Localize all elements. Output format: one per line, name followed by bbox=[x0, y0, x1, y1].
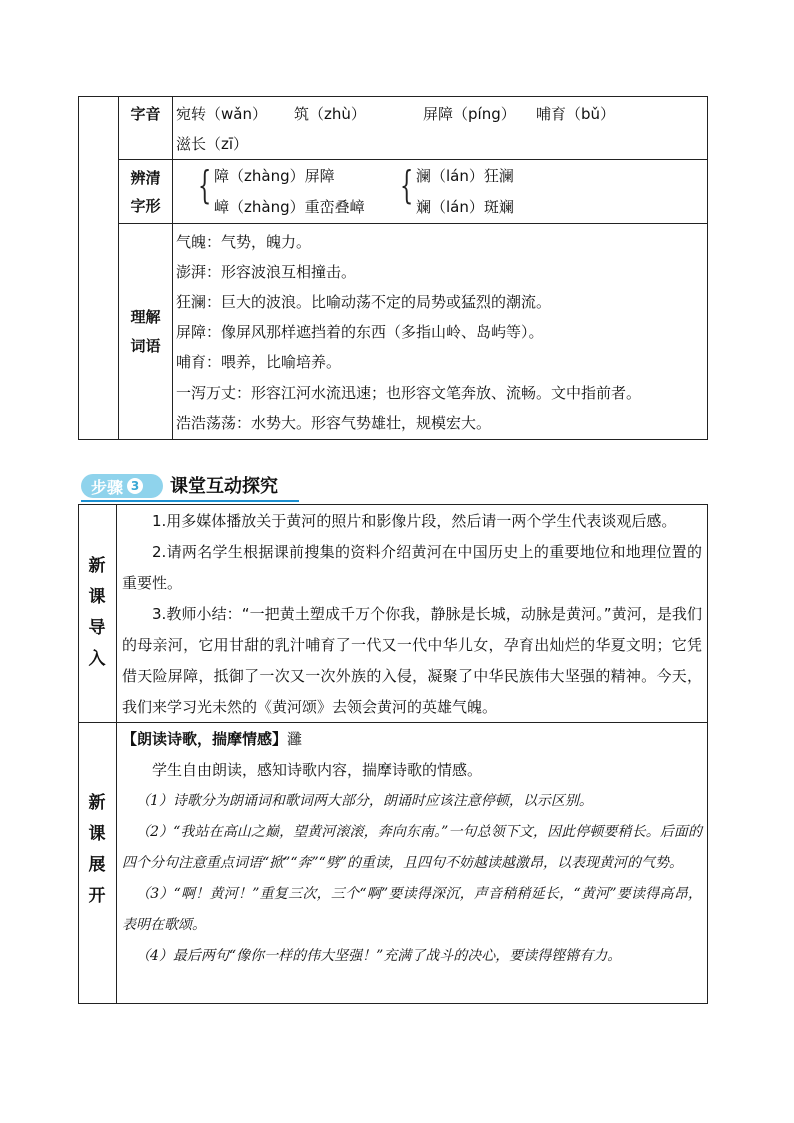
zhiyin-item: 屏障（píng） bbox=[423, 105, 516, 123]
lijie-line: 屏障：像屏风那样遮挡着的东西（多指山岭、岛屿等）。 bbox=[176, 323, 544, 341]
develop-intro-line: 学生自由朗读，感知诗歌内容，揣摩诗歌的情感。 bbox=[152, 761, 483, 779]
label-zhiyin: 字音 bbox=[130, 105, 161, 123]
develop-heading: 【朗读诗歌，揣摩情感】 bbox=[122, 730, 288, 748]
label-char: 课 bbox=[88, 824, 106, 844]
zixing-left-bottom: 嶂（zhàng）重峦叠嶂 bbox=[214, 198, 365, 216]
label-char: 展 bbox=[88, 855, 106, 875]
reading-note: （2）“我站在高山之巅，望黄河滚滚，奔向东南。”一句总领下文，因此停顿要稍长。后面的四个分句注意重点词语“掀”“奔”“劈”的重读，且四句不妨越读越激昂，以表现黄河的气势。 bbox=[122, 824, 702, 871]
label-char: 新 bbox=[88, 556, 106, 576]
zixing-left-top: 障（zhàng）屏障 bbox=[214, 167, 335, 185]
reading-note: （3）“啊！黄河！”重复三次，三个“啊”要读得深沉，声音稍稍延长，“黄河”要读得高昂，表明在歌颂。 bbox=[122, 886, 702, 933]
intro-paragraph: 3.教师小结：“一把黄土塑成千万个你我，静脉是长城，动脉是黄河。”黄河，是我们的母亲河，它用甘甜的乳汁哺育了一代又一代中华儿女，孕育出灿烂的华夏文明；它凭借天险屏障，抵御了一次又一次外族的入侵，凝聚了中华民族伟大坚强的精神。今天，我们来学习光未然的《黄河颂》去领会黄河的英雄气魄。 bbox=[122, 605, 702, 716]
label-bianqing-1: 辨清 bbox=[130, 169, 161, 187]
step-title: 课堂互动探究 bbox=[170, 476, 278, 497]
zixing-right-top: 澜（lán）狂澜 bbox=[416, 167, 514, 185]
step-number: 3 bbox=[127, 478, 143, 494]
lijie-line: 气魄：气势，魄力。 bbox=[176, 233, 312, 251]
reading-note: （4）最后两句“像你一样的伟大坚强！”充满了战斗的决心，要读得铿锵有力。 bbox=[136, 948, 622, 964]
zhiyin-item: 筑（zhù） bbox=[294, 105, 366, 123]
intro-paragraph: 1.用多媒体播放关于黄河的照片和影像片段，然后请一两个学生代表谈观后感。 bbox=[152, 512, 677, 530]
step-underline bbox=[81, 500, 299, 502]
label-char: 入 bbox=[88, 649, 106, 669]
step-badge-label: 步骤 bbox=[91, 477, 124, 497]
label-bianqing-2: 字形 bbox=[130, 197, 161, 215]
brace-icon: { bbox=[400, 163, 414, 207]
reading-note: （1）诗歌分为朗诵词和歌词两大部分，朗诵时应该注意停顿，以示区别。 bbox=[136, 793, 593, 809]
develop-heading-suffix: 灉 bbox=[287, 730, 303, 748]
label-char: 新 bbox=[88, 793, 106, 813]
lijie-line: 狂澜：巨大的波浪。比喻动荡不定的局势或猛烈的潮流。 bbox=[176, 293, 552, 311]
lesson-table bbox=[78, 504, 708, 1004]
intro-text bbox=[122, 506, 702, 723]
zhiyin-item: 宛转（wǎn） bbox=[176, 105, 267, 123]
label-char: 导 bbox=[88, 618, 106, 638]
step-badge bbox=[81, 474, 163, 498]
lijie-line: 哺育：喂养，比喻培养。 bbox=[176, 353, 342, 371]
label-lijie-1: 理解 bbox=[130, 308, 161, 326]
lijie-line: 浩浩荡荡：水势大。形容气势雄壮，规模宏大。 bbox=[176, 414, 492, 432]
brace-icon: { bbox=[198, 163, 212, 207]
label-char: 开 bbox=[88, 886, 106, 906]
develop-text bbox=[122, 724, 702, 972]
intro-paragraph: 2.请两名学生根据课前搜集的资料介绍黄河在中国历史上的重要地位和地理位置的重要性。 bbox=[122, 543, 702, 592]
zhiyin-item: 滋长（zī） bbox=[176, 135, 249, 153]
zixing-right-bottom: 斓（lán）斑斓 bbox=[416, 198, 514, 216]
lijie-line: 澎湃：形容波浪互相撞击。 bbox=[176, 263, 357, 281]
label-char: 课 bbox=[88, 587, 106, 607]
develop-label bbox=[78, 788, 116, 912]
zhiyin-item: 哺育（bǔ） bbox=[536, 105, 616, 123]
label-lijie-2: 词语 bbox=[130, 337, 161, 355]
vocab-table bbox=[78, 96, 708, 440]
intro-label bbox=[78, 551, 116, 675]
lijie-line: 一泻万丈：形容江河水流迅速；也形容文笔奔放、流畅。文中指前者。 bbox=[176, 384, 642, 402]
